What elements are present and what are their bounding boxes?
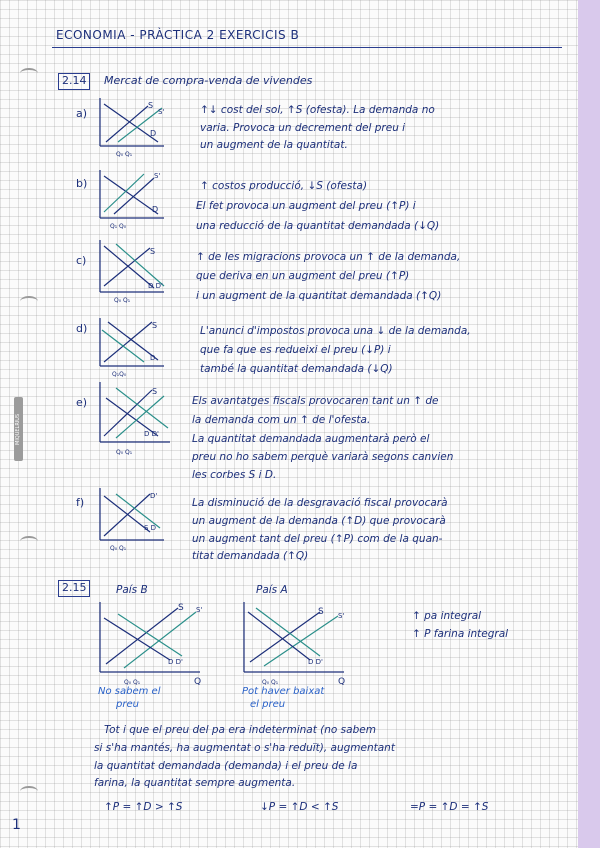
supply-demand-graph <box>88 316 170 378</box>
svg-text:Q₀ Q₁: Q₀ Q₁ <box>124 679 141 686</box>
svg-text:Q₀ Q₁: Q₀ Q₁ <box>116 151 133 158</box>
item-text-line: L'anunci d'impostos provoca una ↓ de la demanda, <box>200 325 471 337</box>
svg-text:S': S' <box>196 606 203 614</box>
item-text-line: que deriva en un augment del preu (↑P) <box>196 270 410 282</box>
svg-text:S': S' <box>338 612 345 620</box>
supply-demand-graph <box>88 168 170 230</box>
binder-hole <box>20 68 38 79</box>
exercise-number: 2.15 <box>62 581 87 594</box>
equation: ↑P = ↑D > ↑S <box>104 801 183 813</box>
svg-text:S: S <box>318 607 324 617</box>
svg-text:Q₀ Q₁: Q₀ Q₁ <box>114 297 131 304</box>
item-text-line: titat demandada (↑Q) <box>192 550 309 562</box>
item-text-line: una reducció de la quantitat demandada (↓Q) <box>196 220 440 232</box>
item-label: d) <box>76 322 88 335</box>
svg-text:S: S <box>150 247 156 256</box>
item-text-line: un augment tant del preu (↑P) com de la quan- <box>192 533 443 545</box>
svg-text:D: D <box>150 129 157 138</box>
supply-demand-graph <box>88 238 170 306</box>
conclusion-line: Tot i que el preu del pa era indeterminat (no sabem <box>104 724 376 736</box>
item-label: c) <box>76 254 87 267</box>
page-number: 1 <box>12 817 21 833</box>
notebook-margin-band <box>578 0 600 848</box>
country-b-label: País B <box>116 584 148 596</box>
item-text-line: Els avantatges fiscals provocaren tant un ↑ de <box>192 395 439 407</box>
country-b-note: No sabem el <box>98 686 161 697</box>
item-text-line: un augment de la demanda (↑D) que provocarà <box>192 515 446 527</box>
item-label: a) <box>76 107 88 120</box>
svg-text:Q: Q <box>194 677 202 687</box>
conclusion-line: farina, la quantitat sempre augmenta. <box>94 777 296 789</box>
item-label: e) <box>76 396 88 409</box>
binder-hole <box>20 536 38 547</box>
svg-text:S D: S D <box>144 524 157 532</box>
svg-text:Q₀ Q₁: Q₀ Q₁ <box>110 545 127 552</box>
equation: ↓P = ↑D < ↑S <box>260 801 339 813</box>
svg-text:Q₁ Q₀: Q₁ Q₀ <box>110 223 127 230</box>
item-text-line: La quantitat demandada augmentarà però el <box>192 433 430 445</box>
equation: =P = ↑D = ↑S <box>410 801 489 813</box>
svg-text:S: S <box>148 101 154 110</box>
supply-demand-graph <box>88 486 170 552</box>
svg-text:S': S' <box>158 108 165 116</box>
header-rule <box>52 47 562 48</box>
supply-demand-graph <box>88 378 178 460</box>
item-text-line: les corbes S i D. <box>192 469 277 481</box>
svg-text:S: S <box>152 321 158 330</box>
svg-text:Q₀ Q₁: Q₀ Q₁ <box>116 449 133 456</box>
country-a-note: el preu <box>250 699 286 710</box>
svg-text:D D': D D' <box>168 658 183 666</box>
item-text-line: varia. Provoca un decrement del preu i <box>200 122 406 134</box>
country-a-graph <box>228 598 358 688</box>
item-text-line: preu no ho sabem perquè variarà segons canvien <box>192 451 454 463</box>
svg-text:Q₀ Q₁: Q₀ Q₁ <box>262 679 279 686</box>
item-text-line: ↑ costos producció, ↓S (ofesta) <box>200 180 368 192</box>
exercise-number: 2.14 <box>62 74 87 87</box>
svg-text:S': S' <box>154 172 161 180</box>
svg-text:S: S <box>178 603 184 613</box>
page-header: ECONOMIA - PRÀCTICA 2 EXERCICIS B <box>56 28 300 42</box>
item-text-line: i un augment de la quantitat demandada (↑Q) <box>196 290 442 302</box>
svg-text:D D': D D' <box>148 282 163 290</box>
svg-text:D D': D D' <box>308 658 323 666</box>
country-a-label: País A <box>256 584 288 596</box>
brand-logo: MIQUELRIUS <box>14 397 23 461</box>
item-text-line: que fa que es redueixi el preu (↓P) i <box>200 344 391 356</box>
item-text-line: ↑↓ cost del sol, ↑S (ofesta). La demanda no <box>200 104 435 116</box>
item-label: b) <box>76 177 88 190</box>
binder-hole <box>20 296 38 307</box>
svg-text:D D': D D' <box>144 430 159 438</box>
supply-demand-graph <box>88 96 170 158</box>
legend-line: ↑ pa integral <box>412 610 482 622</box>
item-text-line: també la quantitat demandada (↓Q) <box>200 363 393 375</box>
item-text-line: un augment de la quantitat. <box>200 139 348 151</box>
svg-text:Q₁Q₀: Q₁Q₀ <box>112 371 127 378</box>
conclusion-line: si s'ha mantés, ha augmentat o s'ha reduït), augmentant <box>94 742 395 754</box>
item-text-line: la demanda com un ↑ de l'ofesta. <box>192 414 371 426</box>
item-text-line: El fet provoca un augment del preu (↑P) i <box>196 200 416 212</box>
svg-text:D': D' <box>150 492 158 500</box>
item-text-line: La disminució de la desgravació fiscal provocarà <box>192 497 448 509</box>
legend-line: ↑ P farina integral <box>412 628 509 640</box>
item-text-line: ↑ de les migracions provoca un ↑ de la demanda, <box>196 251 461 263</box>
country-a-note: Pot haver baixat <box>242 686 325 697</box>
conclusion-line: la quantitat demandada (demanda) i el preu de la <box>94 760 358 772</box>
item-label: f) <box>76 496 85 509</box>
svg-text:D: D <box>152 205 159 214</box>
country-b-graph <box>84 598 214 688</box>
exercise-title: Mercat de compra-venda de vivendes <box>104 74 313 87</box>
binder-hole <box>20 786 38 797</box>
svg-text:Q: Q <box>338 677 346 687</box>
country-b-note: preu <box>116 699 139 710</box>
svg-text:S: S <box>152 387 158 396</box>
svg-text:D: D <box>150 354 156 362</box>
